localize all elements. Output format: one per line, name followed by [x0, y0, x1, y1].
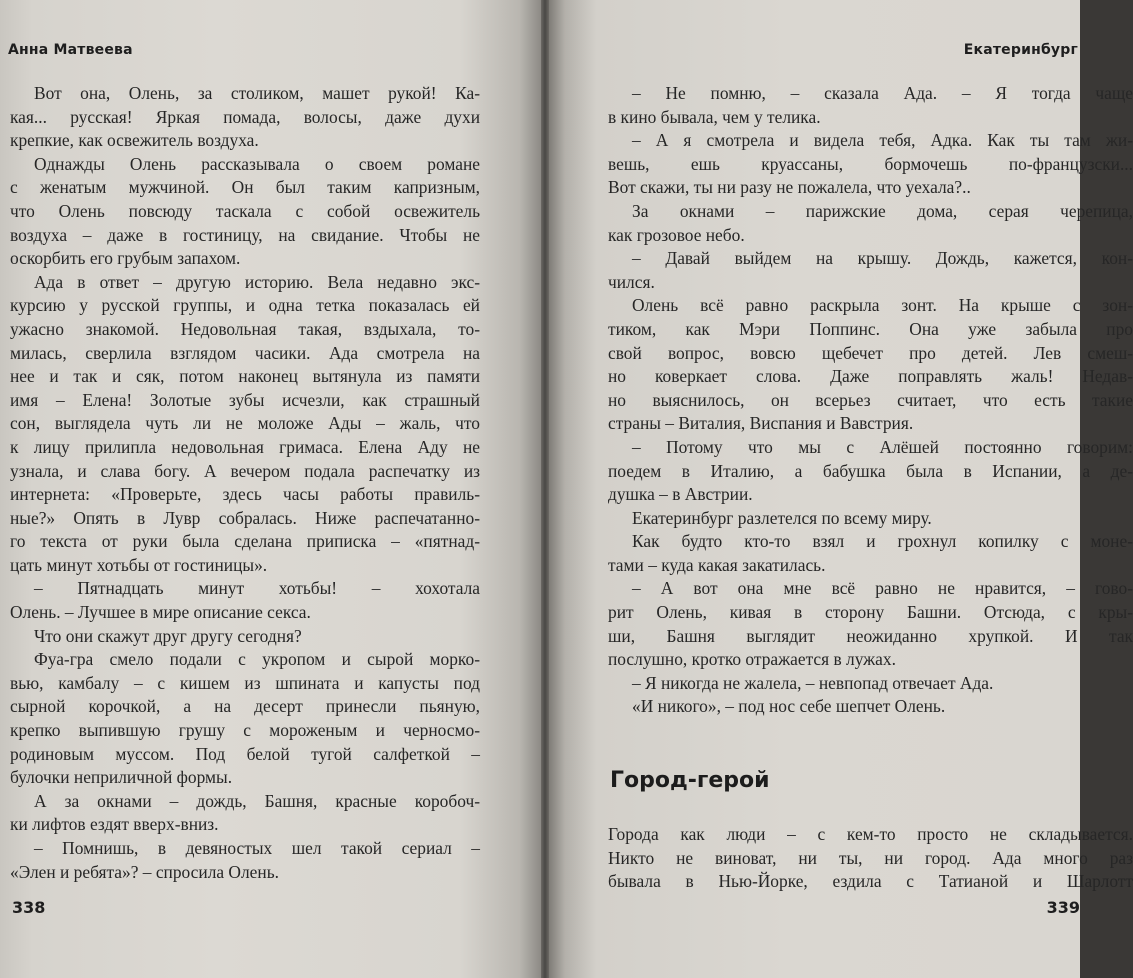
text-line: сон, выглядела чуть ли не моложе Ады – жаль, что — [10, 413, 480, 434]
text-line: нее и так и сяк, потом наконец вытянула из памяти — [10, 366, 480, 387]
text-line: тиком, как Мэри Поппинс. Она уже забыла про — [608, 318, 1133, 339]
text-line: как грозовое небо. — [608, 224, 745, 245]
text-line: булочки неприличной формы. — [10, 767, 233, 788]
text-line: родиновым муссом. Под белой тугой салфеткой – — [10, 743, 480, 764]
text-line: «И никого», – под нос себе шепчет Олень. — [632, 696, 946, 717]
text-line: имя – Елена! Золотые зубы исчезли, как страшный — [10, 389, 480, 410]
text-line: вью, камбалу – с кишем из шпината и капусты под — [10, 672, 480, 693]
text-line: Фуа-гра смело подали с укропом и сырой морко- — [34, 649, 480, 670]
text-line: А за окнами – дождь, Башня, красные коробоч- — [34, 790, 480, 811]
text-line: Олень. – Лучшее в мире описание секса. — [10, 602, 311, 623]
text-line: рит Олень, кивая в сторону Башни. Отсюда, с кры- — [608, 602, 1133, 623]
text-line: с женатым мужчиной. Он был таким капризным, — [10, 177, 480, 198]
text-line: сырной корочкой, а на десерт принесли пьяную, — [10, 696, 480, 717]
text-line: Однажды Олень рассказывала о своем романе — [34, 153, 480, 174]
running-head-title: Екатеринбург — [963, 42, 1078, 58]
text-line: ужасно знакомой. Недовольная такая, вздыхала, то- — [10, 318, 480, 339]
text-line: – А я смотрела и видела тебя, Адка. Как ты там жи- — [632, 130, 1133, 151]
page-number-left: 338 — [12, 898, 46, 917]
left-page-text — [10, 82, 480, 884]
text-line: чился. — [608, 271, 655, 292]
text-line: «Элен и ребята»? – спросила Олень. — [10, 861, 279, 882]
text-line: – Не помню, – сказала Ада. – Я тогда чаще — [632, 83, 1133, 103]
text-line: курсию у русской группы, и одна тетка показалась ей — [10, 295, 480, 316]
text-line: поедем в Италию, а бабушка была в Испании, а де- — [608, 460, 1133, 481]
text-line: воздуха – даже в гостиницу, на свидание. Чтобы не — [10, 224, 480, 245]
text-line: но выяснилось, он всерьез считает, что есть такие — [608, 389, 1133, 410]
text-line: Никто не виноват, ни ты, ни город. Ада много раз — [608, 847, 1133, 868]
text-line: Екатеринбург разлетелся по всему миру. — [632, 507, 932, 528]
running-head-author: Анна Матвеева — [8, 42, 133, 58]
left-page — [0, 0, 541, 978]
text-line: Олень всё равно раскрыла зонт. На крыше с зон- — [632, 295, 1133, 316]
text-line: – Пятнадцать минут хотьбы! – хохотала — [34, 578, 480, 599]
text-line: к лицу прилипла недовольная гримаса. Елена Аду не — [10, 436, 480, 457]
page-number-right: 339 — [1046, 898, 1080, 917]
text-line: бывала в Нью-Йорке, ездила с Татианой и Шарлотт — [608, 871, 1133, 892]
text-line: Города как люди – с кем-то просто не складывается. — [608, 824, 1133, 844]
text-line: – Давай выйдем на крышу. Дождь, кажется, кон- — [632, 248, 1133, 269]
right-page-text — [608, 82, 1133, 719]
book-gutter — [541, 0, 549, 978]
text-line: ные?» Опять в Лувр собралась. Ниже распечатанно- — [10, 507, 480, 528]
text-line: душка – в Австрии. — [608, 484, 753, 505]
text-line: интернета: «Проверьте, здесь часы работы правиль- — [10, 484, 480, 505]
text-line: послушно, кротко отражается в лужах. — [608, 649, 896, 670]
text-line: го текста от руки была сделана приписка – «пятнад- — [10, 531, 480, 552]
text-line: тами – куда какая закатилась. — [608, 554, 826, 575]
text-line: цать минут хотьбы от гостиницы». — [10, 554, 268, 575]
text-line: что Олень повсюду таскала с собой освежитель — [10, 200, 480, 221]
text-line: – Потому что мы с Алёшей постоянно говорим: — [632, 436, 1133, 457]
text-line: ки лифтов ездят вверх-вниз. — [10, 814, 219, 835]
text-line: страны – Виталия, Виспания и Вавстрия. — [608, 413, 914, 434]
text-line: но коверкает слова. Даже поправлять жаль! Недав- — [608, 366, 1133, 387]
text-line: узнала, и слава богу. А вечером подала распечатку из — [10, 460, 480, 481]
section-heading: Город-герой — [610, 768, 770, 793]
text-line: оскорбить его грубым запахом. — [10, 248, 241, 269]
text-line: – А вот она мне всё равно не нравится, – гово- — [632, 578, 1133, 599]
text-line: – Помнишь, в девяностых шел такой сериал – — [34, 838, 480, 858]
right-page — [549, 0, 1133, 978]
text-line: ши, Башня выглядит неожиданно хрупкой. И так — [608, 625, 1133, 646]
text-line: Как будто кто-то взял и грохнул копилку с моне- — [632, 531, 1133, 552]
section-text — [608, 823, 1133, 894]
text-line: Вот скажи, ты ни разу не пожалела, что уехала?.. — [608, 177, 971, 198]
text-line: крепкие, как освежитель воздуха. — [10, 130, 259, 151]
text-line: Ада в ответ – другую историю. Вела недавно экс- — [34, 271, 480, 292]
text-line: Вот она, Олень, за столиком, машет рукой! Ка- — [34, 83, 480, 103]
text-line: Что они скажут друг другу сегодня? — [34, 625, 302, 646]
text-line: вешь, ешь круассаны, бормочешь по-французски... — [608, 153, 1133, 174]
text-line: в кино бывала, чем у телика. — [608, 106, 821, 127]
text-line: – Я никогда не жалела, – невпопад отвечает Ада. — [632, 672, 994, 693]
text-line: крепко выпившую грушу с мороженым и черносмо- — [10, 720, 480, 741]
text-line: милась, сверлила взглядом часики. Ада смотрела на — [10, 342, 480, 363]
text-line: кая... русская! Яркая помада, волосы, даже духи — [10, 106, 480, 127]
text-line: За окнами – парижские дома, серая черепица, — [632, 200, 1133, 221]
text-line: свой вопрос, вовсю щебечет про детей. Лев смеш- — [608, 342, 1133, 363]
